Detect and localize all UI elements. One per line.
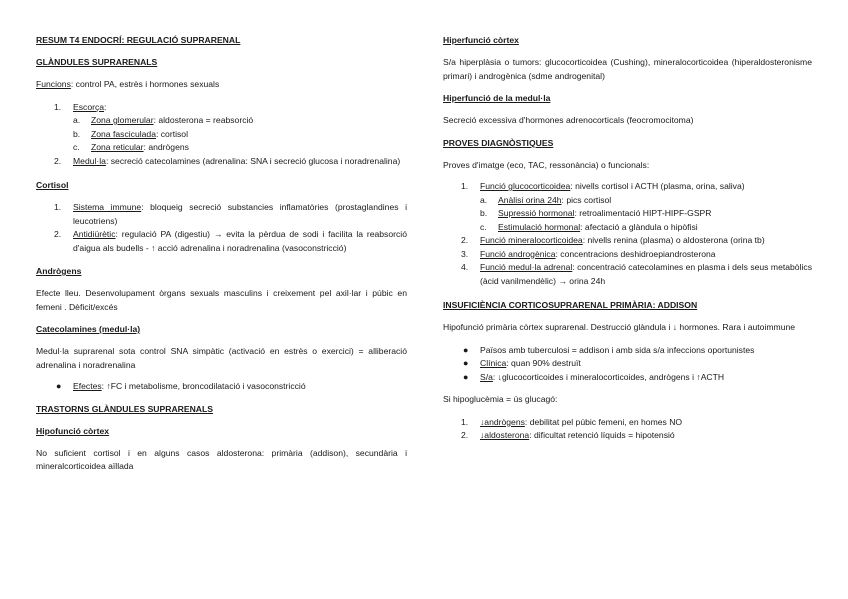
list-marker: 1. [461,416,469,427]
heading-trastorns: TRASTORNS GLÀNDULES SUPRARENALS [36,403,213,414]
item-text: : aldosterona = reabsorció [153,115,254,125]
item-text: : ↓glucocorticoides i mineralocorticoides, andrògens i ↑ACTH [492,371,725,382]
list-item [443,371,812,385]
item-label: Antidiürètic [73,229,116,239]
item-text: : concentració catecolamines en plasma i dels seus metabòlics (àcid vanilmendèlic) → orina 24h [480,262,812,286]
item-text: : debilitat pel púbic femeni, en homes NO [524,416,683,427]
list-item [36,201,407,228]
item-text: : regulació PA (digestiu) → evita la pèrdua de sodi i facilita la reabsorció d'aigua als budells - ↑ acció adrenalina i noradrenalina (vasoconstricció) [73,229,407,253]
list-marker: 2. [54,155,62,166]
item-label: Clínica [480,358,507,368]
list-marker: b. [480,208,488,218]
list-item [36,155,407,169]
item-text: : cortisol [155,128,188,139]
item-text: Països amb tuberculosi = addison i amb sida s/a infeccions oportunistes [480,344,755,355]
item-label: Escorça [73,101,105,112]
cortisol-list [36,201,407,255]
list-marker: c. [73,142,80,152]
androgens-paragraph: Efecte lleu. Desenvolupament òrgans sexuals masculins i creixement pel axil·lar i púbic en femeni . Dèficit/excés [36,288,407,312]
item-label: Efectes [73,381,102,391]
list-item [443,261,812,288]
funcions-label: Funcions [36,79,71,89]
addison-bullets [443,344,812,385]
list-item [443,357,812,371]
heading-hiperfuncio-cortex: Hiperfunció còrtex [443,35,519,45]
item-text: : nivells renina (plasma) o aldosterona (orina tb) [582,235,765,245]
list-marker: 2. [54,229,62,239]
proves-paragraph: Proves d'imatge (eco, TAC, ressonància) o funcionals: [443,159,650,170]
bullet-marker: ● [463,358,469,368]
heading-hipofuncio: Hipofunció còrtex [36,425,110,436]
hipoglucemia-list [443,416,812,443]
item-text: : [104,101,107,112]
item-text: : nivells cortisol i ACTH (plasma, orina, saliva) [570,181,745,191]
hipoglucemia-paragraph: Si hipoglucèmia = ús glucagó: [443,394,558,404]
item-text: : ↑FC i metabolisme, broncodilatació i vasoconstricció [101,381,306,391]
list-marker: 1. [54,202,62,212]
list-item [36,128,407,142]
item-label: ↓andrògens [480,416,525,427]
item-text: : afectació a glàndula o hipòfisi [580,221,698,232]
list-item [443,429,812,443]
item-text: : retroalimentació HIPT-HIPF-GSPR [574,208,712,218]
item-text: : quan 90% destruït [506,358,581,368]
hiperfuncio-cortex-paragraph: S/a hiperplàsia o tumors: glucocorticoidea (Cushing), mineralocorticoidea (hiperaldosteronisme primari) i androgènica (sdme androgenital) [443,57,812,81]
item-label: S/a [480,371,493,382]
item-text: : dificultat retenció líquids = hipotensió [529,430,675,440]
item-label: Funció androgènica [480,248,556,259]
list-item [443,207,812,221]
item-text: : concentracions deshidroepiandrosterona [555,248,716,259]
proves-list [443,180,812,288]
left-column [36,34,407,474]
document-title: RESUM T4 ENDOCRÍ: REGULACIÓ SUPRARENAL [36,35,241,45]
item-label: Zona glomerular [91,115,154,125]
list-item [443,344,812,358]
funcions-list [36,101,407,169]
list-item [443,180,812,194]
heading-catecolamines: Catecolamines (medul·la) [36,324,141,334]
item-label: Supressió hormonal [498,208,575,218]
list-item [443,416,812,430]
list-item [36,380,407,394]
heading-glandules: GLÀNDULES SUPRARENALS [36,57,158,67]
list-marker: b. [73,128,81,139]
list-item [443,248,812,262]
addison-paragraph: Hipofunció primària còrtex suprarenal. Destrucció glàndula i ↓ hormones. Rara i autoimmune [443,322,796,332]
list-marker: a. [73,115,81,125]
item-label: Anàlisi orina 24h [498,194,562,205]
funcions-text: : control PA, estrès i hormones sexuals [70,79,220,89]
item-text: : secreció catecolamines (adrenalina: SNA i secreció glucosa i noradrenalina) [105,155,401,166]
item-text: : bloqueig secreció substancies inflamatòries (prostaglandines i leucotriens) [73,202,408,226]
list-item [36,141,407,155]
item-label: Funció glucocorticoidea [480,181,571,191]
list-item [443,221,812,235]
list-item [36,228,407,255]
list-marker: 4. [461,262,469,272]
item-label: Funció medul·la adrenal [480,262,573,272]
bullet-marker: ● [463,344,469,355]
item-label: Estimulació hormonal [498,221,581,232]
funcions-paragraph [36,78,407,92]
item-label: Medul·la [73,155,106,166]
list-item [443,194,812,208]
right-column [443,34,812,443]
item-label: ↓aldosterona [480,430,530,440]
heading-hiperfuncio-medulla: Hiperfunció de la medul·la [443,93,551,103]
list-item [36,114,407,128]
list-item [443,234,812,248]
catecolamines-bullets [36,380,407,394]
bullet-marker: ● [56,381,62,391]
list-marker: 3. [461,248,469,259]
heading-proves: PROVES DIAGNÒSTIQUES [443,137,554,148]
item-text: : pics cortisol [561,194,612,205]
item-label: Zona reticular [91,142,144,152]
item-label: Funció mineralocorticoidea [480,235,583,245]
list-marker: 1. [54,101,62,112]
list-marker: 2. [461,235,469,245]
list-item [36,101,407,115]
item-label: Zona fasciculada [91,128,156,139]
heading-androgens: Andrògens [36,266,82,276]
list-marker: a. [480,194,488,205]
item-label: Sistema immune [73,202,142,212]
heading-addison: INSUFICIÈNCIA CORTICOSUPRARENAL PRIMÀRIA: ADDISON [443,300,698,310]
list-marker: 2. [461,430,469,440]
list-marker: 1. [461,181,469,191]
bullet-marker: ● [463,371,469,382]
item-text: : andrògens [143,142,189,152]
hiperfuncio-medulla-paragraph: Secreció excessiva d'hormones adrenocorticals (feocromocitoma) [443,115,694,125]
heading-cortisol: Cortisol [36,180,69,190]
hipofuncio-paragraph: No suficient cortisol i en alguns casos aldosterona: primària (addison), secundària i mineralcorticoidea aïllada [36,447,407,471]
catecolamines-paragraph: Medul·la suprarenal sota control SNA simpàtic (activació en estrès o exercici) = alliberació adrenalina i noradrenalina [36,346,407,370]
list-marker: c. [480,221,487,232]
